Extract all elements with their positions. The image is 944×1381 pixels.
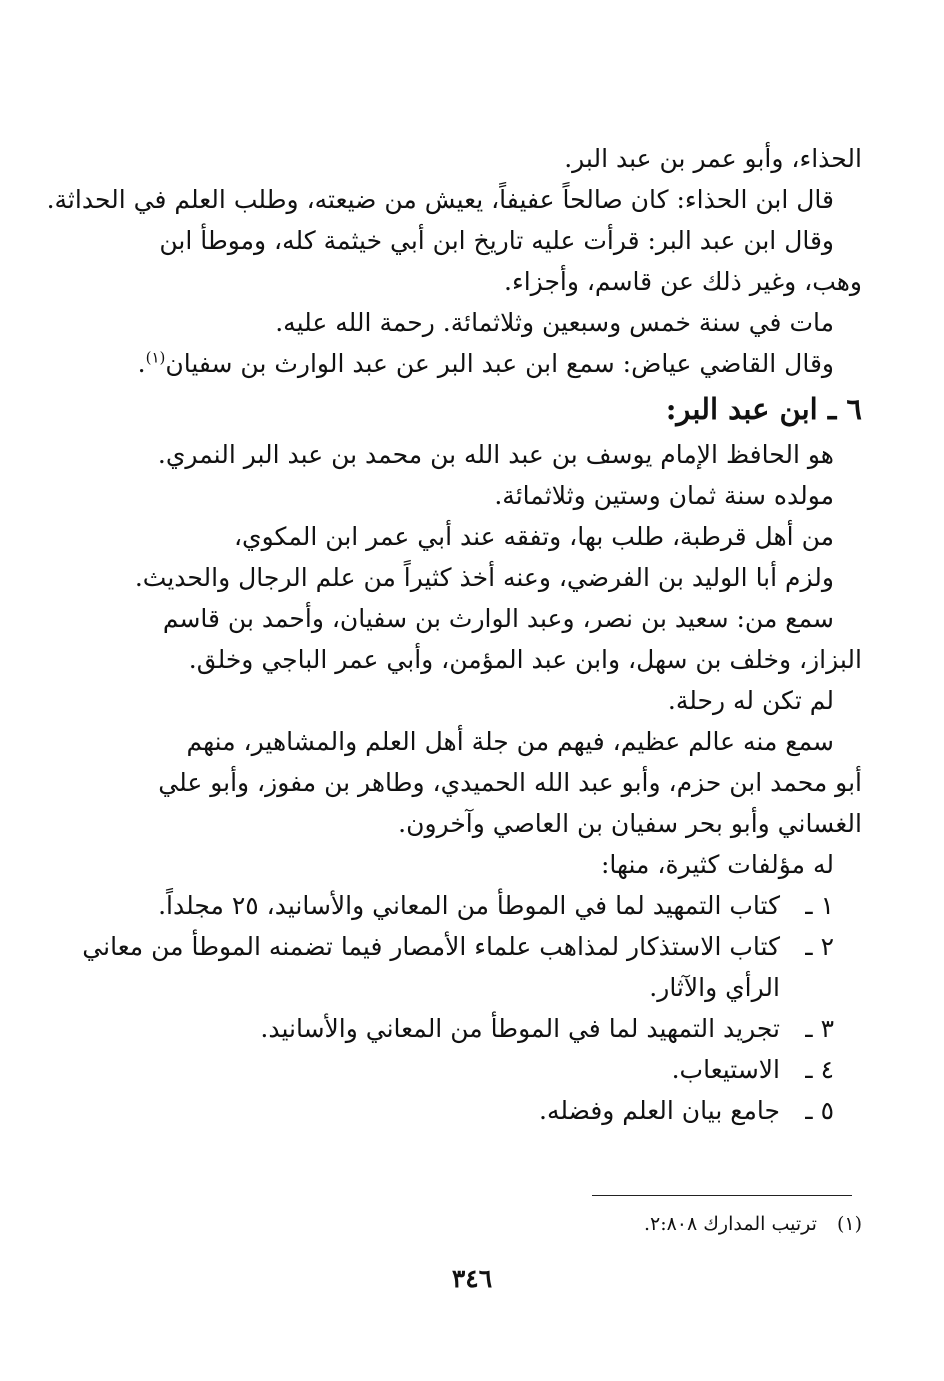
footnote-text: ترتيب المدارك ٢:٨٠٨. (643, 1213, 817, 1235)
text-line: وقال ابن عبد البر: قرأت عليه تاريخ ابن أبي خيثمة كله، وموطأ ابن (159, 226, 834, 255)
line-end-period: . (137, 349, 146, 378)
text-line: ولزم أبا الوليد بن الفرضي، وعنه أخذ كثيراً من علم الرجال والحديث. (134, 563, 834, 592)
list-item-text: جامع بيان العلم وفضله. (539, 1096, 780, 1125)
list-number: ٣ ـ (805, 1014, 834, 1043)
list-item-text: كتاب الاستذكار لمذاهب علماء الأمصار فيما تضمنه الموطأ من معاني (82, 932, 780, 961)
list-number: ٥ ـ (805, 1096, 834, 1125)
text-line: وقال القاضي عياض: سمع ابن عبد البر عن عبد الوارث بن سفيان (165, 349, 834, 378)
text-line: لم تكن له رحلة. (667, 686, 834, 715)
page-number: ٣٤٦ (451, 1264, 493, 1293)
text-line: سمع منه عالم عظيم، فيهم من جلة أهل العلم والمشاهير، منهم (186, 727, 834, 756)
text-line: قال ابن الحذاء: كان صالحاً عفيفاً، يعيش من ضيعته، وطلب العلم في الحداثة. (46, 185, 834, 214)
text-line-with-footnote (92, 343, 862, 384)
text-line: من أهل قرطبة، طلب بها، وتفقه عند أبي عمر ابن المكوي، (233, 522, 834, 551)
footnote-divider (592, 1195, 852, 1196)
text-line: وهب، وغير ذلك عن قاسم، وأجزاء. (504, 267, 862, 296)
works-list-item (82, 926, 862, 1008)
list-item-text: كتاب التمهيد لما في الموطأ من المعاني والأسانيد، ٢٥ مجلداً. (158, 891, 780, 920)
footnote-reference: (١) (145, 348, 166, 367)
text-line: الغساني وأبو بحر سفيان بن العاصي وآخرون. (398, 809, 862, 838)
text-line: له مؤلفات كثيرة، منها: (600, 850, 834, 879)
text-line: سمع من: سعيد بن نصر، وعبد الوارث بن سفيان، وأحمد بن قاسم (162, 604, 834, 633)
list-item-text-block (82, 926, 780, 1008)
text-line: أبو محمد ابن حزم، وأبو عبد الله الحميدي، وطاهر بن مفوز، وأبو علي (158, 768, 862, 797)
list-number: ٤ ـ (805, 1055, 834, 1084)
section-heading: ٦ ـ ابن عبد البر: (665, 392, 862, 426)
text-line: الحذاء، وأبو عمر بن عبد البر. (564, 144, 862, 173)
list-item-text-continued: الرأي والآثار. (649, 973, 780, 1002)
main-text (46, 138, 862, 1131)
text-line: هو الحافظ الإمام يوسف بن عبد الله بن محمد بن عبد البر النمري. (157, 440, 834, 469)
works-list-item (92, 885, 862, 926)
text-line: البزاز، وخلف بن سهل، وابن عبد المؤمن، وأبي عمر الباجي وخلق. (188, 645, 862, 674)
works-list-item (92, 1049, 862, 1090)
footnote-marker: (١) (836, 1213, 862, 1235)
footnote (644, 1210, 862, 1238)
text-line: مولده سنة ثمان وستين وثلاثمائة. (494, 481, 834, 510)
list-number: ١ ـ (805, 891, 834, 920)
list-item-text: تجريد التمهيد لما في الموطأ من المعاني والأسانيد. (260, 1014, 780, 1043)
works-list-item (92, 1008, 862, 1049)
text-line: مات في سنة خمس وسبعين وثلاثمائة. رحمة الله عليه. (275, 308, 834, 337)
list-item-text: الاستيعاب. (671, 1055, 780, 1084)
works-list-item (92, 1090, 862, 1131)
list-number: ٢ ـ (805, 932, 834, 961)
